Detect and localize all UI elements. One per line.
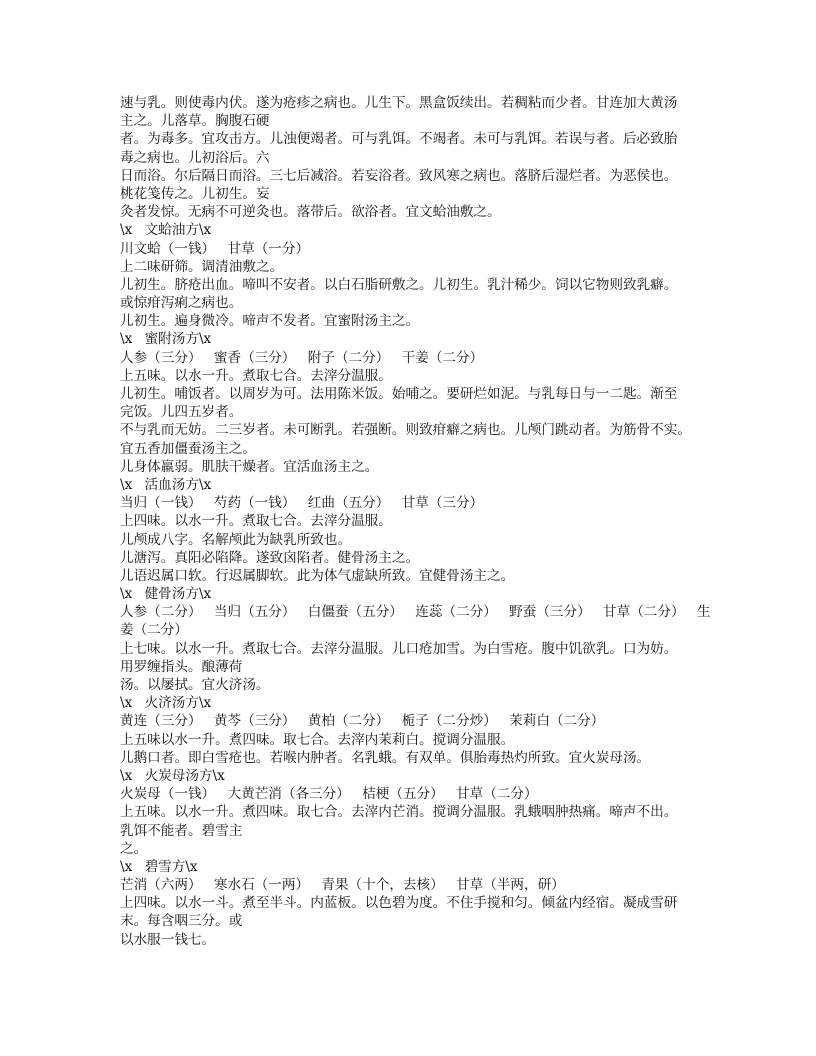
text-line: 不与乳而无妨。二三岁者。未可断乳。若强断。则致疳癖之病也。儿颅门跳动者。为筋骨不实。 [120, 422, 691, 439]
text-line: 儿初生。哺饭者。以周岁为可。法用陈米饭。始哺之。要研烂如泥。与乳每日与一二匙。渐至 [120, 386, 678, 402]
text-line: 儿初生。遍身微冷。啼声不发者。宜蜜附汤主之。 [120, 313, 420, 330]
text-line: 上五味。以水一升。煮四味。取七合。去滓内芒消。搅调分温服。乳蛾咽肿热痛。啼声不出。 [120, 804, 678, 821]
text-line: 上二味研筛。调清油敷之。 [120, 258, 284, 275]
text-line: 上四味。以水一升。煮取七合。去滓分温服。 [120, 513, 392, 530]
text-line: 儿语迟属口软。行迟属脚软。此为体气虚缺所致。宜健骨汤主之。 [120, 567, 515, 584]
text-line: 当归（一钱） 芍药（一钱） 红曲（五分） 甘草（三分） [120, 495, 484, 512]
text-line: 桃花笺传之。儿初生。妄 [120, 185, 270, 202]
text-line: 上五味以水一升。煮四味。取七合。去滓内茉莉白。搅调分温服。 [120, 731, 515, 748]
text-line: \x 活血汤方\x [120, 476, 212, 493]
text-line: 黄连（三分） 黄芩（三分） 黄柏（二分） 栀子（二分炒） 茉莉白（二分） [120, 713, 605, 730]
text-line: 上五味。以水一升。煮取七合。去滓分温服。 [120, 367, 392, 384]
text-line: 上七味。以水一升。煮取七合。去滓分温服。儿口疮加雪。为白雪疮。腹中饥欲乳。口为妨。 [120, 640, 678, 657]
text-line: 日而浴。尔后隔日而浴。三七后减浴。若妄浴者。致风寒之病也。落脐后湿烂者。为恶侯也。 [120, 167, 678, 184]
text-line: 者。为毒多。宜攻击方。儿浊便竭者。可与乳饵。不竭者。未可与乳饵。若误与者。后必致胎 [120, 131, 678, 148]
text-line: 儿溏泻。真阳必陷降。遂致囟陷者。健骨汤主之。 [120, 549, 420, 566]
text-line: 人参（三分） 蜜香（三分） 附子（二分） 干姜（二分） [120, 349, 484, 366]
text-line: 汤。以屡拭。宜火济汤。 [120, 677, 270, 693]
text-line: \x 火济汤方\x [120, 695, 212, 712]
text-line: 主之。儿落草。胸腹石硬 [120, 113, 270, 130]
text-line: 之。 [120, 840, 148, 857]
text-line: \x 健骨汤方\x [120, 586, 212, 603]
document-page [120, 94, 710, 949]
text-line: \x 蜜附汤方\x [120, 331, 212, 348]
text-line: 儿身体羸弱。肌肤干燥者。宜活血汤主之。 [120, 458, 379, 475]
text-line: 川文蛤（一钱） 甘草（一分） [120, 240, 310, 257]
text-line: 人参（二分） 当归（五分） 白僵蚕（五分） 连蕊（二分） 野蚕（三分） 甘草（二分） 生 [120, 604, 711, 621]
text-line: 或惊疳泻痢之病也。 [120, 295, 243, 312]
text-line: 儿初生。脐疮出血。啼叫不安者。以白石脂研敷之。儿初生。乳汁稀少。饲以它物则致乳癖。 [120, 276, 678, 293]
text-line: 完饭。儿四五岁者。 [120, 404, 243, 421]
text-line: 火炭母（一钱） 大黄芒消（各三分） 桔梗（五分） 甘草（二分） [120, 786, 538, 803]
text-line: \x 火炭母汤方\x [120, 767, 225, 784]
text-line: 姜（二分） [120, 622, 188, 639]
text-line: 灸者发惊。无病不可逆灸也。落带后。欲浴者。宜文蛤油敷之。 [120, 204, 501, 221]
text-line: 末。每含咽三分。或 [120, 913, 243, 930]
text-line: 儿鹅口者。即白雪疮也。若喉内肿者。名乳蛾。有双单。俱胎毒热灼所致。宜火炭母汤。 [120, 749, 651, 766]
text-line: 宜五香加僵蚕汤主之。 [120, 440, 256, 457]
text-line: 速与乳。则使毒内伏。遂为疮疹之病也。儿生下。黑盒饭续出。若稠粘而少者。甘连加大黄汤 [120, 95, 678, 111]
text-line: 芒消（六两） 寒水石（一两） 青果（十个，去核） 甘草（半两，研） [120, 877, 565, 894]
text-line: 用罗缠指头。酿薄荷 [120, 658, 243, 675]
text-line: 以水服一钱七。 [120, 931, 216, 948]
text-line: 儿颅成八字。名解颅此为缺乳所致也。 [120, 531, 352, 548]
text-line: \x 文蛤油方\x [120, 222, 212, 239]
text-line: 毒之病也。儿初浴后。六 [120, 149, 270, 166]
text-line: 上四味。以水一斗。煮至半斗。内蓝板。以色碧为度。不住手搅和匀。倾盆内经宿。凝成雪研 [120, 895, 678, 912]
text-line: \x 碧雪方\x [120, 858, 198, 875]
text-line: 乳饵不能者。碧雪主 [120, 822, 243, 839]
